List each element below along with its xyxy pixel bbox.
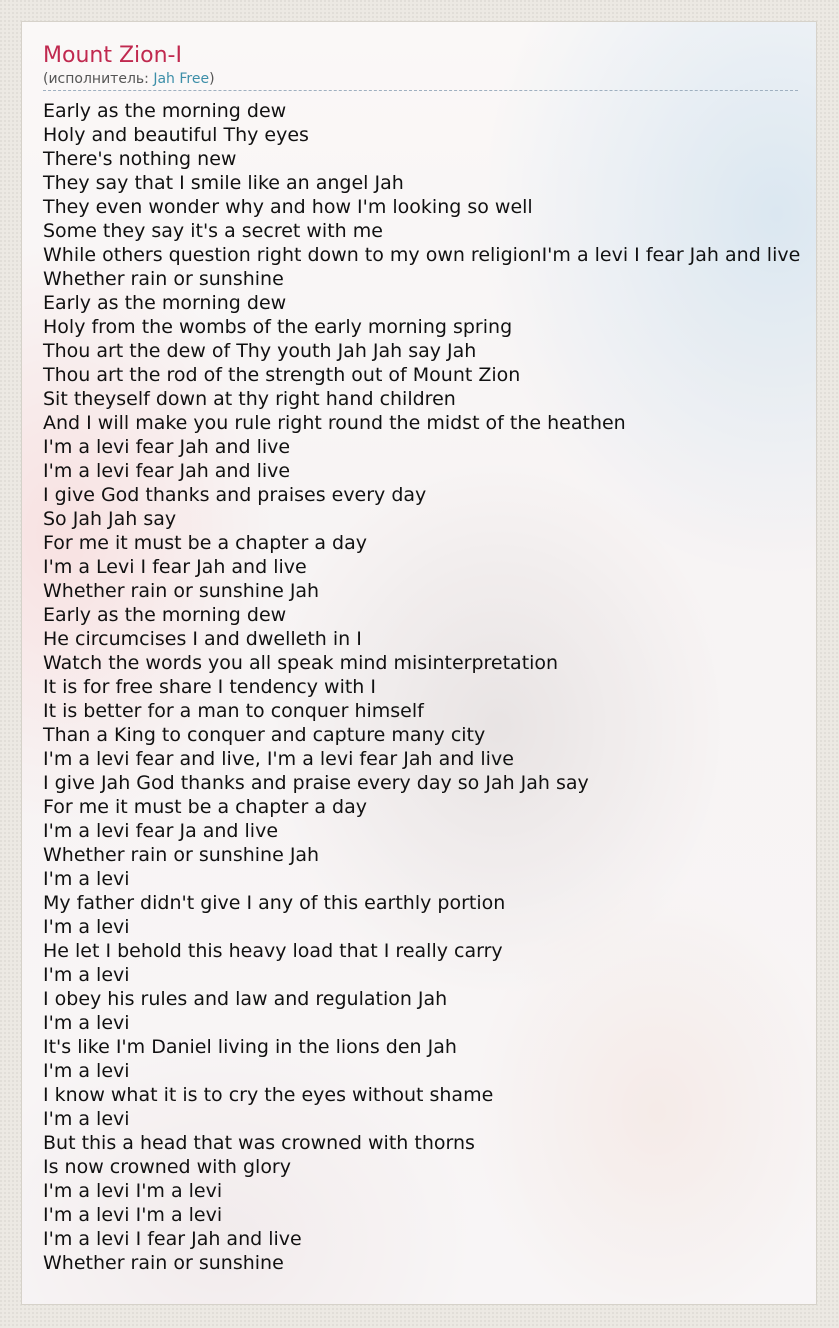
lyric-line: Sit theyself down at thy right hand children	[43, 388, 456, 410]
lyric-line: I'm a levi	[43, 868, 130, 890]
lyric-line: Holy from the wombs of the early morning spring	[43, 316, 513, 338]
lyric-line: Early as the morning dew	[43, 604, 287, 626]
lyric-line: I'm a levi	[43, 1060, 130, 1082]
lyric-line: I'm a levi	[43, 1012, 130, 1034]
lyric-line: They say that I smile like an angel Jah	[43, 172, 404, 194]
lyric-line: Early as the morning dew	[43, 100, 287, 122]
lyric-line: Is now crowned with glory	[43, 1156, 291, 1178]
lyric-line: Early as the morning dew	[43, 292, 287, 314]
lyric-line: Whether rain or sunshine Jah	[43, 844, 320, 866]
lyric-line: I give Jah God thanks and praise every day so Jah Jah say	[43, 772, 589, 794]
lyric-line: He let I behold this heavy load that I really carry	[43, 940, 503, 962]
lyric-line: And I will make you rule right round the midst of the heathen	[43, 412, 626, 434]
lyric-line: I'm a levi I fear Jah and live	[43, 1228, 302, 1250]
lyric-line: I'm a levi I'm a levi	[43, 1204, 223, 1226]
lyric-line: It is better for a man to conquer himself	[43, 700, 424, 722]
lyric-line: I'm a levi I'm a levi	[43, 1180, 223, 1202]
lyric-line: But this a head that was crowned with thorns	[43, 1132, 475, 1154]
performer-suffix: )	[209, 71, 215, 87]
lyric-line: It is for free share I tendency with I	[43, 676, 376, 698]
lyric-line: I obey his rules and law and regulation Jah	[43, 988, 448, 1010]
lyric-line: Thou art the rod of the strength out of Mount Zion	[43, 364, 521, 386]
lyric-line: It's like I'm Daniel living in the lions den Jah	[43, 1036, 457, 1058]
lyric-line: For me it must be a chapter a day	[43, 796, 367, 818]
lyric-line: Whether rain or sunshine Jah	[43, 580, 320, 602]
lyric-line: I'm a Levi I fear Jah and live	[43, 556, 307, 578]
lyric-line: I'm a levi fear Ja and live	[43, 820, 279, 842]
lyric-line: I know what it is to cry the eyes without shame	[43, 1084, 494, 1106]
lyric-line: Watch the words you all speak mind misinterpretation	[43, 652, 559, 674]
lyric-line: He circumcises I and dwelleth in I	[43, 628, 362, 650]
lyric-line: They even wonder why and how I'm looking so well	[43, 196, 533, 218]
lyrics-card	[21, 21, 817, 1305]
lyric-line: I'm a levi fear Jah and live	[43, 460, 291, 482]
lyric-line: Some they say it's a secret with me	[43, 220, 383, 242]
lyric-line: Whether rain or sunshine	[43, 1252, 284, 1274]
lyric-line: I'm a levi	[43, 916, 130, 938]
lyric-line: Holy and beautiful Thy eyes	[43, 124, 309, 146]
lyrics-content	[43, 42, 816, 1275]
performer-prefix: (исполнитель:	[43, 71, 154, 87]
lyrics-text	[43, 99, 816, 1275]
lyric-line: While others question right down to my own religionI'm a levi I fear Jah and live	[43, 244, 801, 266]
lyric-line: Thou art the dew of Thy youth Jah Jah say Jah	[43, 340, 477, 362]
lyric-line: My father didn't give I any of this earthly portion	[43, 892, 506, 914]
lyric-line: So Jah Jah say	[43, 508, 177, 530]
lyric-line: For me it must be a chapter a day	[43, 532, 367, 554]
lyric-line: Than a King to conquer and capture many city	[43, 724, 486, 746]
song-title: Mount Zion-I	[43, 43, 182, 68]
lyric-line: I'm a levi fear Jah and live	[43, 436, 291, 458]
performer-link[interactable]: Jah Free	[153, 71, 210, 87]
lyric-line: I'm a levi	[43, 964, 130, 986]
performer-line	[43, 70, 798, 91]
lyric-line: Whether rain or sunshine	[43, 268, 284, 290]
lyric-line: There's nothing new	[43, 148, 237, 170]
lyric-line: I give God thanks and praises every day	[43, 484, 427, 506]
lyric-line: I'm a levi	[43, 1108, 130, 1130]
lyric-line: I'm a levi fear and live, I'm a levi fear Jah and live	[43, 748, 514, 770]
